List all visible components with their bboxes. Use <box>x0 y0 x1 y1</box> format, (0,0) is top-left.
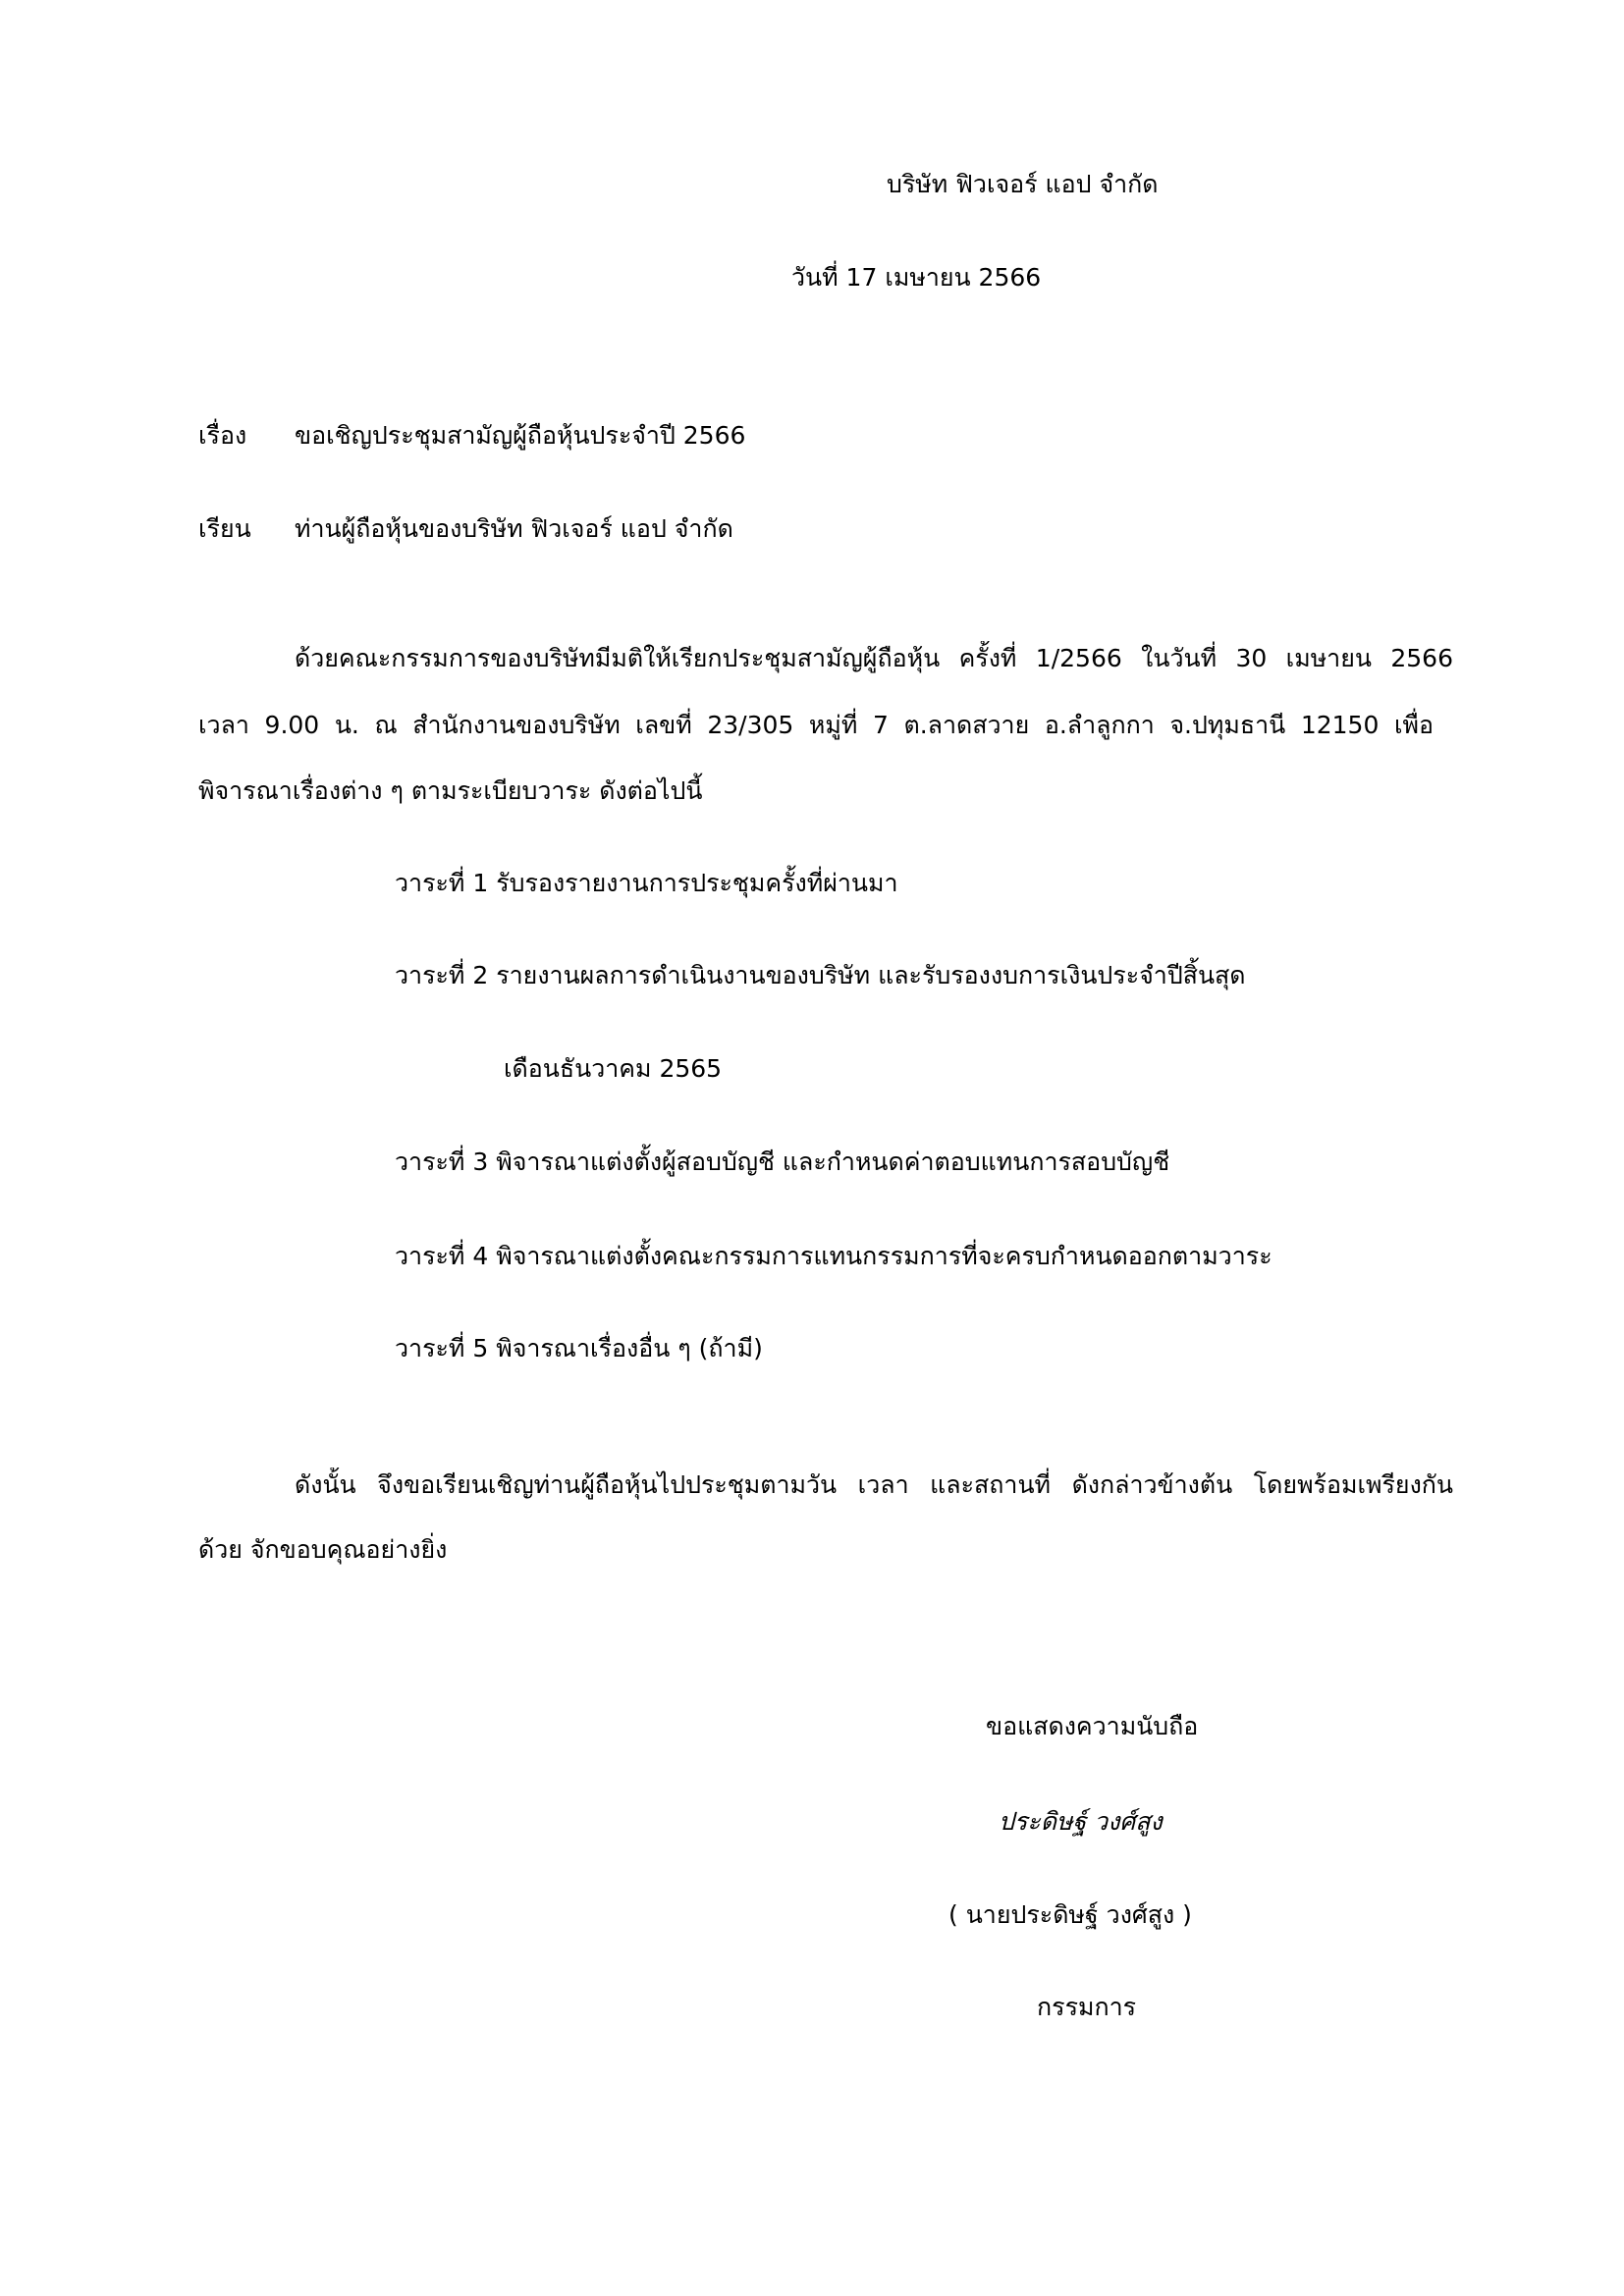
signatory-position: กรรมการ <box>1037 1993 1137 2021</box>
recipient-label: เรียน <box>198 514 251 543</box>
subject-label: เรื่อง <box>198 421 247 450</box>
agenda-item: วาระที่ 2 รายงานผลการดำเนินงานของบริษัท และรับรองงบการเงินประจำปีสิ้นสุด <box>395 961 1246 989</box>
intro-line: ด้วยคณะกรรมการของบริษัทมีมติให้เรียกประชุมสามัญผู้ถือหุ้น ครั้งที่ 1/2566 ในวันที่ 30 เมษายน 2566 <box>295 644 1453 672</box>
closing-line: ดังนั้น จึงขอเรียนเชิญท่านผู้ถือหุ้นไปประชุมตามวัน เวลา และสถานที่ ดังกล่าวข้างต้น โดยพร้อมเพรียงกัน <box>295 1470 1453 1499</box>
company-name: บริษัท ฟิวเจอร์ แอป จำกัด <box>887 170 1159 198</box>
intro-line: เวลา 9.00 น. ณ สำนักงานของบริษัท เลขที่ 23/305 หมู่ที่ 7 ต.ลาดสวาย อ.ลำลูกกา จ.ปทุมธานี 12150 เพื่อ <box>198 711 1434 739</box>
letter-date: วันที่ 17 เมษายน 2566 <box>791 263 1042 292</box>
agenda-item-continuation: เดือนธันวาคม 2565 <box>504 1054 723 1083</box>
signatory-name: ( นายประดิษฐ์ วงศ์สูง ) <box>948 1900 1192 1929</box>
subject-text: ขอเชิญประชุมสามัญผู้ถือหุ้นประจำปี 2566 <box>295 421 746 450</box>
closing-regards: ขอแสดงความนับถือ <box>986 1712 1199 1740</box>
recipient-text: ท่านผู้ถือหุ้นของบริษัท ฟิวเจอร์ แอป จำกัด <box>295 514 733 543</box>
agenda-item: วาระที่ 3 พิจารณาแต่งตั้งผู้สอบบัญชี และกำหนดค่าตอบแทนการสอบบัญชี <box>395 1148 1170 1176</box>
intro-line: พิจารณาเรื่องต่าง ๆ ตามระเบียบวาระ ดังต่อไปนี้ <box>198 776 703 805</box>
agenda-item: วาระที่ 5 พิจารณาเรื่องอื่น ๆ (ถ้ามี) <box>395 1334 763 1362</box>
agenda-item: วาระที่ 4 พิจารณาแต่งตั้งคณะกรรมการแทนกรรมการที่จะครบกำหนดออกตามวาระ <box>395 1242 1272 1270</box>
closing-line: ด้วย จักขอบคุณอย่างยิ่ง <box>198 1535 448 1564</box>
signature: ประดิษฐ์ วงศ์สูง <box>999 1807 1163 1836</box>
agenda-item: วาระที่ 1 รับรองรายงานการประชุมครั้งที่ผ่านมา <box>395 869 898 897</box>
